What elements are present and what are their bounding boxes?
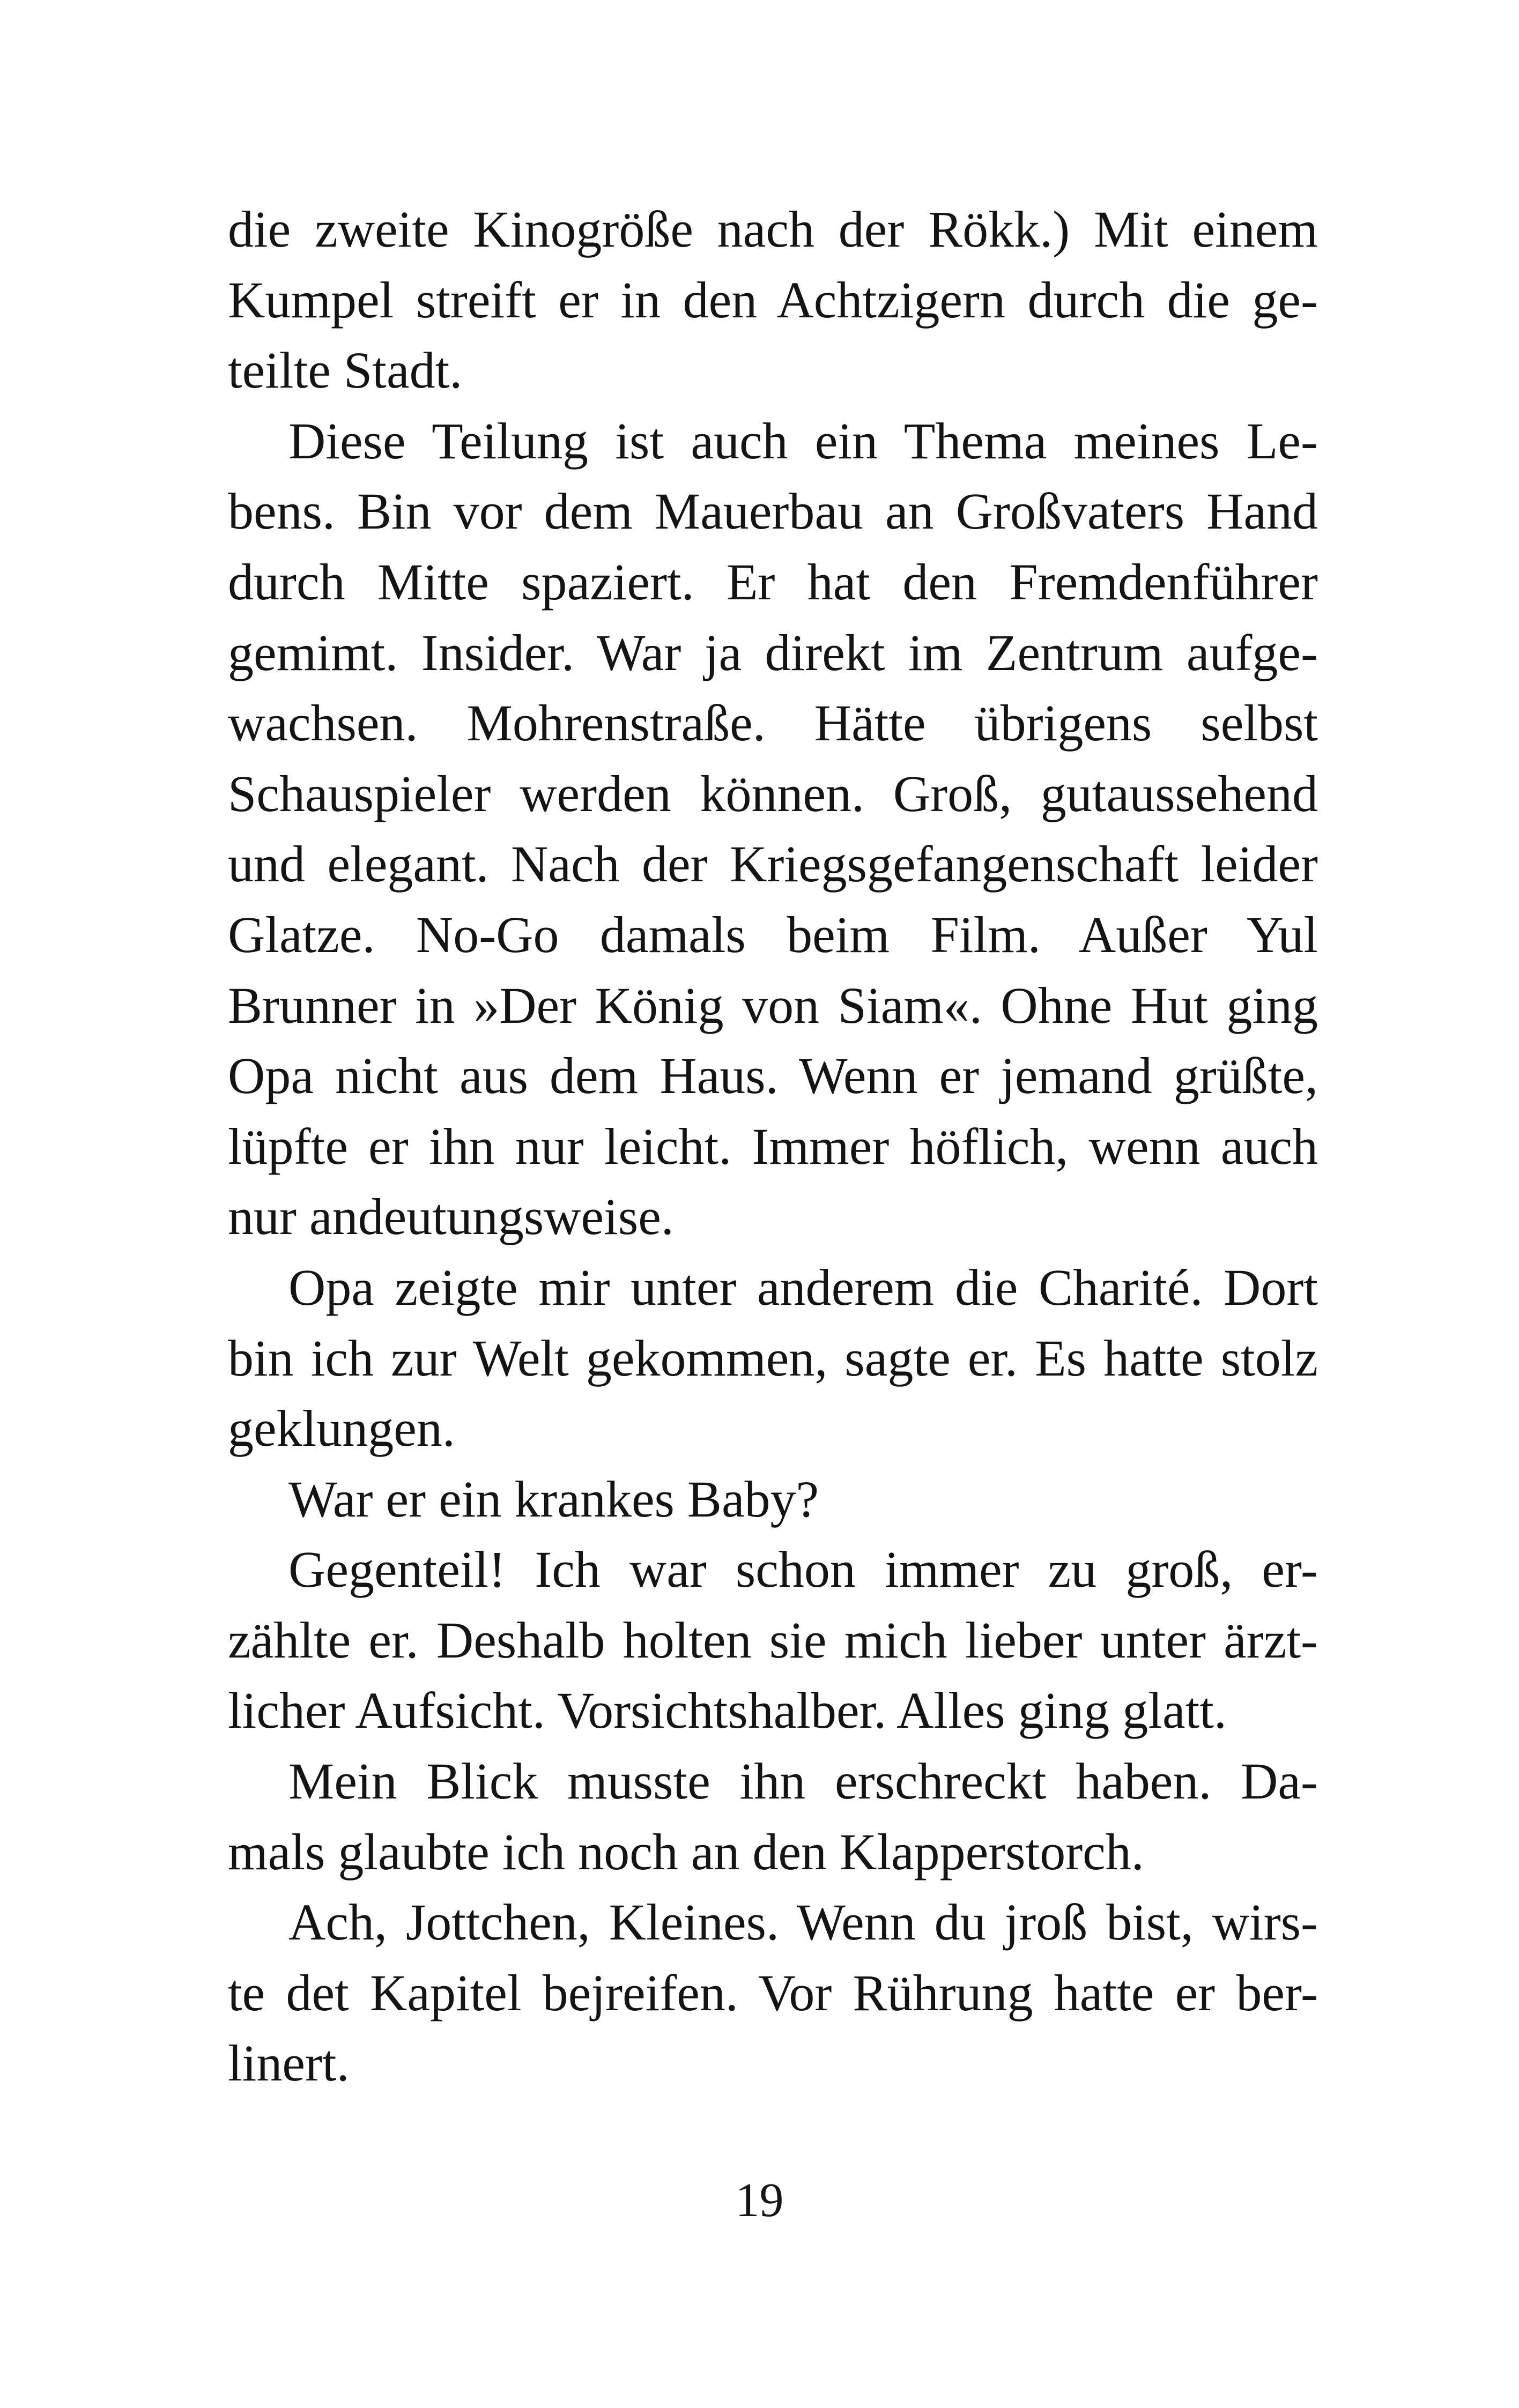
text-line: gemimt. Insider. War ja direkt im Zentrum aufge- [228,623,1318,681]
text-line: Opa nicht aus dem Haus. Wenn er jemand grüßte, [228,1047,1318,1105]
text-line: Schauspieler werden können. Groß, gutaussehend [228,764,1318,822]
text-line: Kumpel streift er in den Achtzigern durch die ge- [228,271,1318,329]
text-line: geklungen. [228,1400,455,1458]
text-line: zählte er. Deshalb holten sie mich lieber unter ärzt- [228,1611,1318,1669]
text-line: bens. Bin vor dem Mauerbau an Großvaters Hand [228,482,1318,540]
text-line: War er ein krankes Baby? [288,1470,819,1528]
text-line: licher Aufsicht. Vorsichtshalber. Alles ging glatt. [228,1682,1227,1740]
text-line: Brunner in »Der König von Siam«. Ohne Hut ging [228,976,1318,1034]
text-line: durch Mitte spaziert. Er hat den Fremdenführer [228,553,1318,611]
text-line: mals glaubte ich noch an den Klapperstorch. [228,1823,1144,1881]
page-number: 19 [735,2174,784,2227]
text-line: Diese Teilung ist auch ein Thema meines Le- [288,412,1318,470]
text-line: nur andeutungsweise. [228,1188,674,1246]
text-line: linert. [228,2034,350,2092]
text-line: bin ich zur Welt gekommen, sagte er. Es hatte stolz [228,1329,1318,1387]
text-line: teilte Stadt. [228,341,463,399]
text-line: Ach, Jottchen, Kleines. Wenn du jroß bist, wirs- [288,1893,1318,1951]
body-text [228,194,1318,2099]
text-line: die zweite Kinogröße nach der Rökk.) Mit einem [228,200,1318,258]
text-line: Opa zeigte mir unter anderem die Charité. Dort [288,1258,1318,1316]
text-line: und elegant. Nach der Kriegsgefangenschaft leider [228,835,1318,893]
text-line: Glatze. No-Go damals beim Film. Außer Yul [228,905,1318,963]
text-line: wachsen. Mohrenstraße. Hätte übrigens selbst [228,694,1318,752]
text-line: Mein Blick musste ihn erschreckt haben. Da- [288,1752,1318,1810]
text-line: te det Kapitel bejreifen. Vor Rührung hatte er ber- [228,1964,1318,2021]
text-line: Gegenteil! Ich war schon immer zu groß, er- [288,1541,1318,1599]
text-line: lüpfte er ihn nur leicht. Immer höflich, wenn auch [228,1117,1318,1175]
